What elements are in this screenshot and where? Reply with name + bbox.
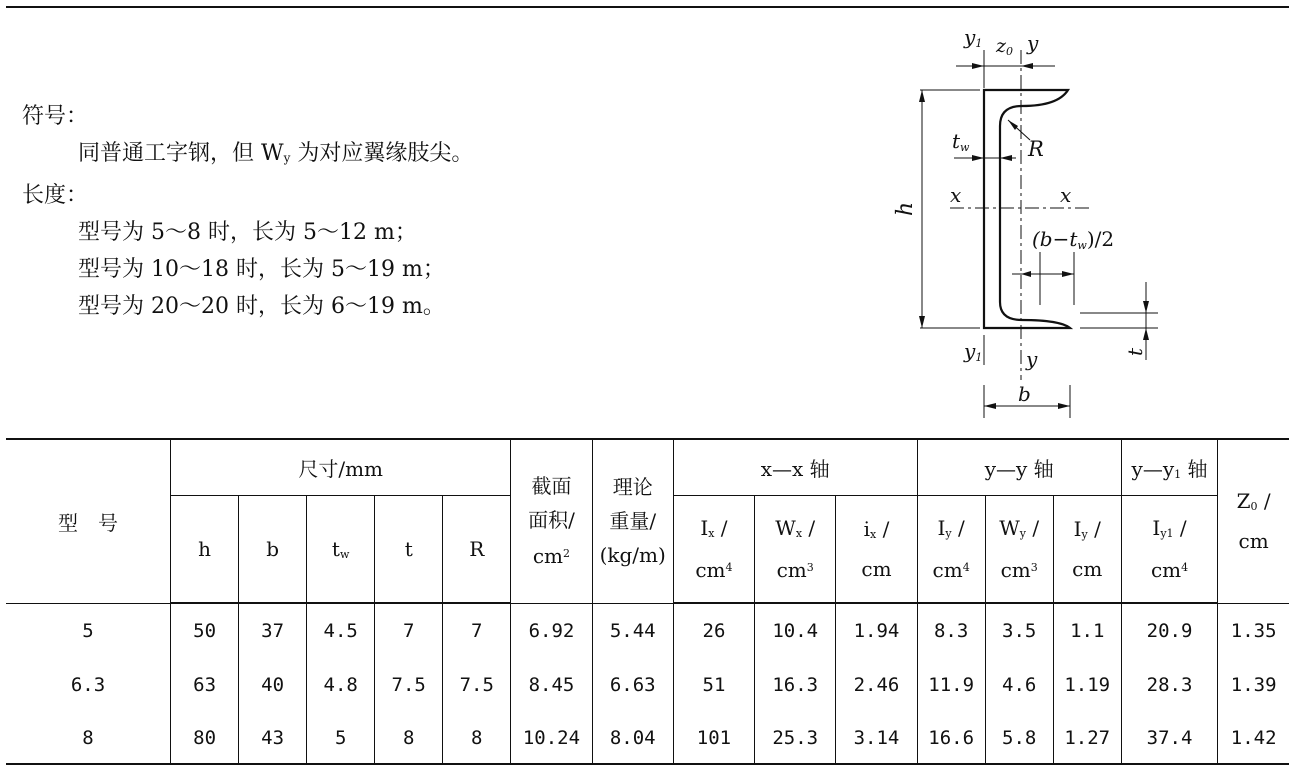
value-cell: 1.19 [1053,658,1121,711]
value-cell: 37.4 [1121,711,1217,764]
header-b: b [239,495,307,603]
header-dimensions: 尺寸/mm [171,439,511,495]
value-cell: 16.6 [917,711,985,764]
value-cell: 11.9 [917,658,985,711]
value-cell: 25.3 [755,711,836,764]
header-ry: $I_y$ / cm [1053,495,1121,603]
length-heading: 长度： [22,183,89,208]
header-yy1-axis: $y—y_1$ 轴 [1121,439,1217,495]
value-cell: 5 [307,711,375,764]
table-body [6,603,1289,764]
value-cell: 4.8 [307,658,375,711]
value-cell: 43 [239,711,307,764]
value-cell: 51 [673,658,754,711]
value-cell: 1.27 [1053,711,1121,764]
notes-block [22,98,473,325]
value-cell: 37 [239,603,307,658]
header-model: 型 号 [6,439,171,603]
length-line-3: 型号为 20～20 时，长为 6～19 m。 [78,294,445,319]
value-cell: 8 [443,711,511,764]
value-cell: 6.92 [511,603,592,658]
top-rule [6,6,1289,8]
value-cell: 1.94 [836,603,917,658]
header-area: 截面 面积/ $cm^2$ [511,439,592,603]
label-x-left: x [950,183,962,207]
label-b: b [1018,382,1031,406]
value-cell: 3.14 [836,711,917,764]
header-iy: $I_y$ / $cm^4$ [917,495,985,603]
header-ix: $I_x$ / $cm^4$ [673,495,754,603]
value-cell: 7 [443,603,511,658]
value-cell: 8.45 [511,658,592,711]
header-wx: $W_x$ / $cm^3$ [755,495,836,603]
table-row [6,603,1289,658]
length-line-2: 型号为 10～18 时，长为 5～19 m； [78,257,445,282]
header-z0: $Z_0$ / cm [1218,439,1289,603]
value-cell: 16.3 [755,658,836,711]
header-rx: $i_x$ / cm [836,495,917,603]
value-cell: 8.04 [592,711,673,764]
symbol-text: 同普通工字钢，但 $W_y$ 为对应翼缘肢尖。 [78,141,474,166]
value-cell: 26 [673,603,754,658]
length-line-1: 型号为 5～8 时，长为 5～12 m； [78,220,417,245]
label-b-minus-tw: (b−tw)/2 [1032,227,1115,252]
value-cell: 6.63 [592,658,673,711]
header-tw: $t_w$ [307,495,375,603]
header-yy-axis: y—y 轴 [917,439,1121,495]
bottom-rule [6,763,1289,765]
header-xx-axis: x—x 轴 [673,439,917,495]
value-cell: 1.35 [1230,619,1277,642]
channel-outline [984,90,1070,328]
value-cell: 20.9 [1121,603,1217,658]
value-cell: 5.8 [985,711,1053,764]
channel-steel-table [6,438,1289,764]
value-cell: 4.6 [985,658,1053,711]
value-cell: 3.5 [985,603,1053,658]
value-cell: 101 [673,711,754,764]
value-cell: 8.3 [917,603,985,658]
channel-section-diagram [890,20,1175,420]
label-R: R [1028,137,1044,161]
model-cell: 6.3 [6,658,171,711]
label-y-bottom: y [1026,347,1038,371]
value-cell: 80 [171,711,239,764]
value-cell: 2.46 [836,658,917,711]
table-row [6,711,1289,764]
value-cell: 1.1 [1053,603,1121,658]
header-weight: 理论 重量/ (kg/m) [592,439,673,603]
symbol-heading: 符号： [22,104,89,129]
value-cell: 7.5 [443,658,511,711]
value-cell: 40 [239,658,307,711]
value-cell: 50 [171,603,239,658]
label-z0: z0 [996,35,1014,58]
table-row [6,658,1289,711]
value-cell: 1.39 [1230,673,1277,696]
label-y1-bottom: y1 [964,339,983,364]
value-cell: 4.5 [307,603,375,658]
value-cell: 1.42 [1230,726,1277,749]
value-cell: 63 [171,658,239,711]
header-iy1: $I_{y1}$ / $cm^4$ [1121,495,1217,603]
header-h: h [171,495,239,603]
model-cell: 8 [6,711,171,764]
header-R: R [443,495,511,603]
label-y1-top: y1 [964,25,983,50]
value-cell: 7 [375,603,443,658]
value-cell: 10.4 [755,603,836,658]
header-wy: $W_y$ / $cm^3$ [985,495,1053,603]
value-cell: 5.44 [592,603,673,658]
label-tw: tw [952,129,970,154]
label-x-right: x [1060,183,1072,207]
value-cell: 10.24 [511,711,592,764]
header-t: t [375,495,443,603]
label-y-top: y [1027,31,1039,55]
label-t: t [1123,347,1147,356]
value-cell: 28.3 [1121,658,1217,711]
value-cell: 8 [375,711,443,764]
label-h: h [893,201,918,216]
model-cell: 5 [6,603,171,658]
value-cell: 7.5 [375,658,443,711]
